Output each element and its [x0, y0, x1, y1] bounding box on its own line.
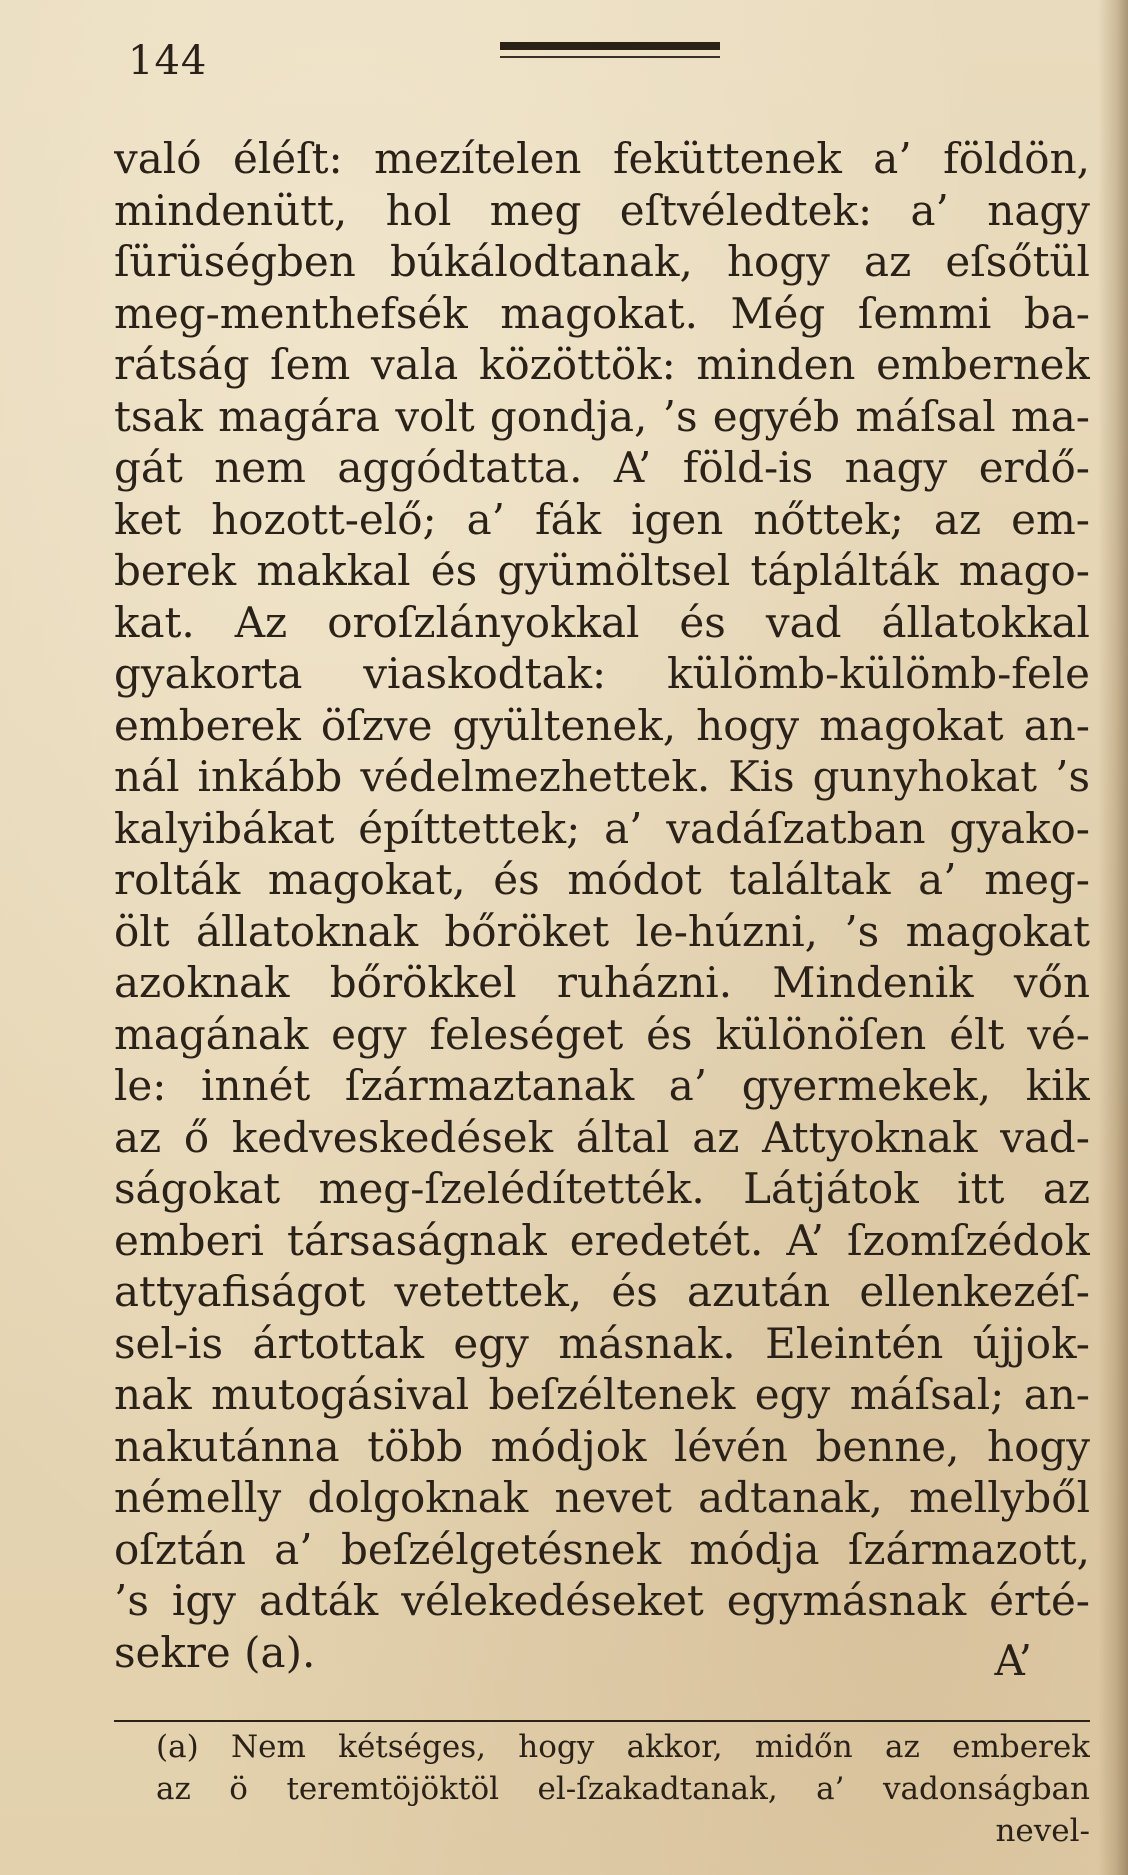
text-line: való éléſt: mezítelen feküttenek a’ földön, — [114, 134, 1090, 183]
text-line: oſztán a’ beſzélgetésnek módja ſzármazott, — [114, 1524, 1090, 1574]
text-line: attyafiságot vetettek, és azután ellenkezéſ- — [114, 1267, 1090, 1316]
text-line: az ő kedveskedések által az Attyoknak vad- — [114, 1112, 1090, 1162]
text-line: mindenütt, hol meg eſtvéledtek: a’ nagy — [114, 185, 1090, 235]
text-line: emberi társaságnak eredetét. A’ ſzomſzédok — [114, 1215, 1090, 1265]
text-line: kat. Az oroſzlányokkal és vad állatokkal — [114, 597, 1090, 647]
header-rule-thin — [500, 56, 720, 58]
catchword: A’ — [994, 1636, 1032, 1685]
text-line: tsak magára volt gondja, ’s egyéb máſsal ma- — [114, 391, 1090, 441]
text-line: ölt állatoknak bőröket le-húzni, ’s magokat — [114, 906, 1090, 956]
page-edge-shadow — [1098, 0, 1128, 1875]
text-line-last: sekre (a). — [114, 1627, 316, 1677]
text-line: sel-is ártottak egy másnak. Eleintén újjok- — [114, 1318, 1090, 1368]
text-line: meg-menthefsék magokat. Még ſemmi ba- — [114, 288, 1090, 338]
text-line: nak mutogásival beſzéltenek egy máſsal; an- — [114, 1370, 1090, 1419]
text-line: ságokat meg-ſzelédítették. Látjátok itt az — [114, 1164, 1090, 1213]
text-line: kalyibákat építtettek; a’ vadáſzatban gyako- — [114, 803, 1090, 853]
text-line: rolták magokat, és módot találtak a’ meg- — [114, 855, 1090, 904]
text-line: némelly dolgoknak nevet adtanak, mellyből — [114, 1473, 1090, 1522]
text-line: le: innét ſzármaztanak a’ gyermekek, kik — [114, 1061, 1090, 1110]
text-line: ket hozott-elő; a’ fák igen nőttek; az em- — [114, 494, 1090, 544]
text-line: gyakorta viaskodtak: külömb-külömb-fele — [114, 649, 1090, 698]
text-line: nál inkább védelmezhettek. Kis gunyhokat ’s — [114, 752, 1090, 801]
body-text — [114, 133, 1090, 1678]
text-line: ’s igy adták vélekedéseket egymásnak érté- — [114, 1576, 1090, 1625]
footnote-line: (a) Nem kétséges, hogy akkor, midőn az emberek — [156, 1729, 1090, 1765]
text-line: gát nem aggódtatta. A’ föld-is nagy erdő- — [114, 443, 1090, 492]
text-line: ſürüségben búkálodtanak, hogy az eſsőtül — [114, 237, 1090, 286]
footnote-line: nevel- — [995, 1813, 1090, 1849]
text-line: berek makkal és gyümöltsel táplálták mago- — [114, 546, 1090, 595]
text-line: azoknak bőrökkel ruházni. Mindenik vőn — [114, 958, 1090, 1007]
footnote-line: az ö teremtöjöktöl el-ſzakadtanak, a’ vadonságban — [156, 1771, 1090, 1807]
page-number: 144 — [128, 38, 208, 84]
text-line: rátság ſem vala közöttök: minden embernek — [114, 340, 1090, 389]
text-line: emberek öſzve gyültenek, hogy magokat an- — [114, 700, 1090, 750]
footnote-rule — [114, 1720, 1090, 1722]
footnotes — [156, 1726, 1090, 1852]
header-rule — [500, 42, 720, 50]
text-line: magának egy feleséget és különöſen élt vé- — [114, 1009, 1090, 1059]
text-line: nakutánna több módjok lévén benne, hogy — [114, 1421, 1090, 1471]
